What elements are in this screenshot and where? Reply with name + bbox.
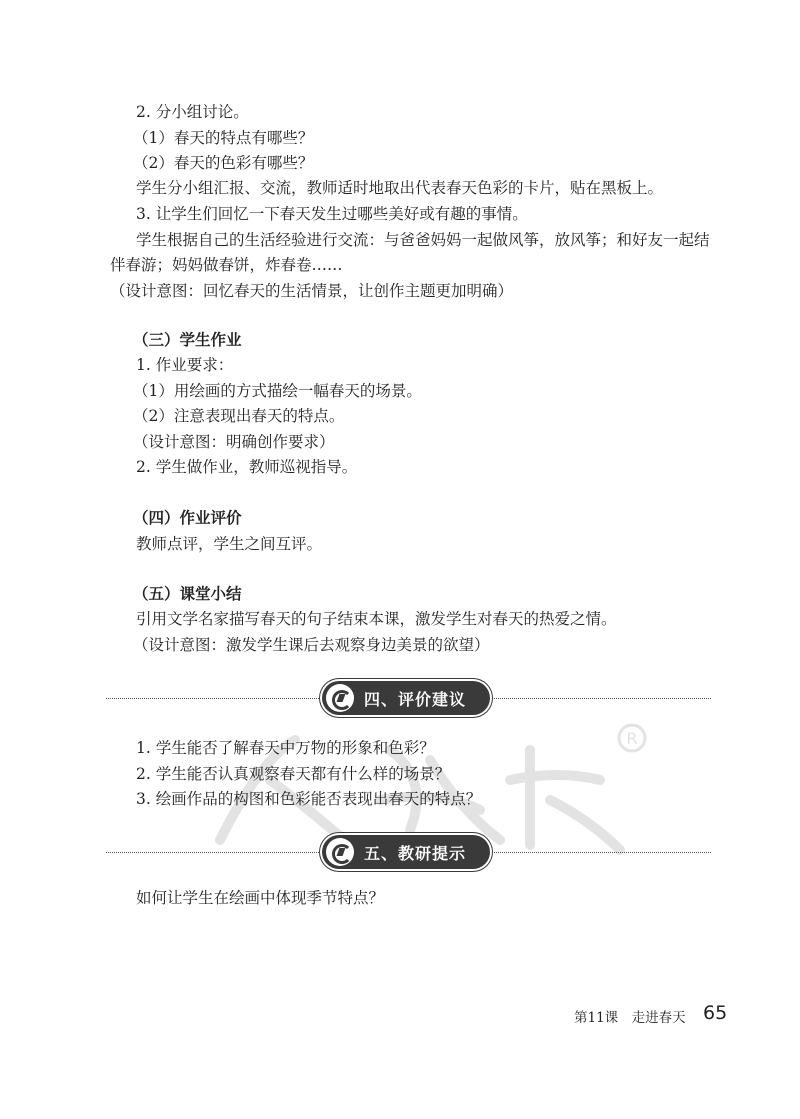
question-2: （2）春天的色彩有哪些？ bbox=[133, 154, 314, 172]
requirement-2: （2）注意表现出春天的特点。 bbox=[133, 407, 345, 425]
summary-text: 引用文学名家描写春天的句子结束本课，激发学生对春天的热爱之情。 bbox=[136, 610, 617, 628]
section-badge-icon bbox=[326, 838, 354, 866]
section-5-divider bbox=[106, 835, 711, 871]
research-prompt: 如何让学生在绘画中体现季节特点？ bbox=[136, 889, 385, 907]
design-intent-3: （设计意图：激发学生课后去观察身边美景的欲望） bbox=[133, 636, 490, 654]
section-5-title: 五、教研提示 bbox=[364, 843, 467, 863]
step-2-homework: 2. 学生做作业，教师巡视指导。 bbox=[136, 458, 358, 476]
heading-student-homework: （三）学生作业 bbox=[133, 331, 242, 349]
evaluation-item-3: 3. 绘画作品的构图和色彩能否表现出春天的特点？ bbox=[136, 790, 482, 808]
step-3-recall: 3. 让学生们回忆一下春天发生过哪些美好或有趣的事情。 bbox=[136, 205, 528, 223]
step-2-group-discussion: 2. 分小组讨论。 bbox=[136, 103, 249, 121]
heading-homework-evaluation: （四）作业评价 bbox=[133, 509, 242, 527]
section-4-banner bbox=[322, 681, 490, 715]
paragraph-exchange: 学生根据自己的生活经验进行交流：与爸爸妈妈一起做风筝，放风筝；和好友一起结 bbox=[136, 231, 710, 249]
evaluation-item-1: 1. 学生能否了解春天中万物的形象和色彩？ bbox=[136, 739, 435, 757]
design-intent-2: （设计意图：明确创作要求） bbox=[133, 433, 335, 451]
heading-class-summary: （五）课堂小结 bbox=[133, 585, 242, 603]
section-5-banner bbox=[322, 835, 490, 869]
section-badge-icon bbox=[326, 684, 354, 712]
svg-text:R: R bbox=[626, 729, 638, 748]
question-1: （1）春天的特点有哪些？ bbox=[133, 129, 314, 147]
evaluation-item-2: 2. 学生能否认真观察春天都有什么样的场景？ bbox=[136, 765, 451, 783]
page-number: 65 bbox=[703, 1002, 728, 1024]
paragraph-report: 学生分小组汇报、交流，教师适时地取出代表春天色彩的卡片，贴在黑板上。 bbox=[136, 179, 664, 197]
section-4-divider bbox=[106, 681, 711, 717]
section-4-title: 四、评价建议 bbox=[364, 689, 467, 709]
lesson-label: 第11课 走进春天 bbox=[574, 1010, 686, 1026]
design-intent-1: （设计意图：回忆春天的生活情景，让创作主题更加明确） bbox=[110, 282, 514, 300]
paragraph-exchange-cont: 伴春游；妈妈做春饼，炸春卷…… bbox=[110, 256, 343, 274]
page-footer bbox=[574, 1002, 728, 1026]
homework-requirements: 1. 作业要求： bbox=[136, 356, 234, 374]
requirement-1: （1）用绘画的方式描绘一幅春天的场景。 bbox=[133, 382, 422, 400]
evaluation-text: 教师点评，学生之间互评。 bbox=[136, 535, 323, 553]
